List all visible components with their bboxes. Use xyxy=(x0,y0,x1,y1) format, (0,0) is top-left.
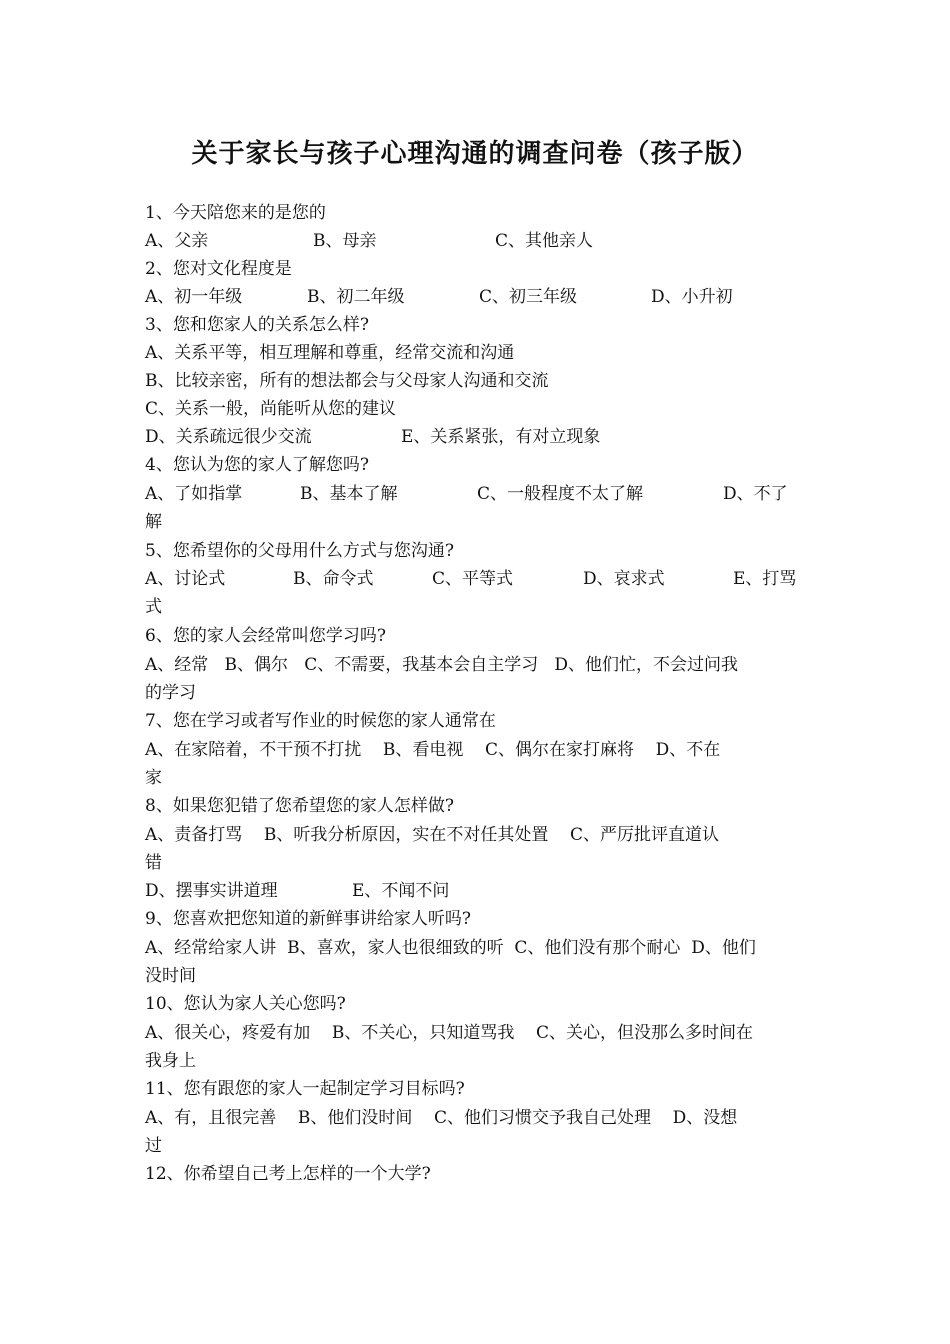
q5-option-c: C、平等式 xyxy=(432,569,514,589)
q4-option-d: D、不了 xyxy=(723,484,788,504)
question-10: 10、您认为家人关心您吗? xyxy=(145,994,346,1014)
question-9-options-wrap: 没时间 xyxy=(145,966,196,986)
question-4: 4、您认为您的家人了解您吗? xyxy=(145,455,369,475)
question-6: 6、您的家人会经常叫您学习吗? xyxy=(145,626,386,646)
question-10-options-wrap: 我身上 xyxy=(145,1051,196,1071)
q1-option-b: B、母亲 xyxy=(313,231,377,251)
q4-option-c: C、一般程度不太了解 xyxy=(477,484,644,504)
question-11-options-wrap: 过 xyxy=(145,1136,162,1156)
q2-option-a: A、初一年级 xyxy=(145,287,243,307)
q2-option-d: D、小升初 xyxy=(651,287,733,307)
question-7: 7、您在学习或者写作业的时候您的家人通常在 xyxy=(145,711,496,731)
question-3: 3、您和您家人的关系怎么样? xyxy=(145,315,369,335)
q1-option-c: C、其他亲人 xyxy=(495,231,594,251)
q8-option-d: D、摆事实讲道理 xyxy=(145,881,278,901)
q3-option-a: A、关系平等，相互理解和尊重，经常交流和沟通 xyxy=(145,343,515,363)
question-8-options-wrap: 错 xyxy=(145,853,162,873)
question-10-options: A、很关心，疼爱有加 B、不关心，只知道骂我 C、关心，但没那么多时间在 xyxy=(145,1023,754,1043)
page-title: 关于家长与孩子心理沟通的调查问卷（孩子版） xyxy=(191,139,759,169)
question-8: 8、如果您犯错了您希望您的家人怎样做? xyxy=(145,796,454,816)
question-7-options-wrap: 家 xyxy=(145,768,162,788)
q3-option-d: D、关系疏远很少交流 xyxy=(145,427,312,447)
question-12: 12、你希望自己考上怎样的一个大学? xyxy=(145,1164,431,1184)
q2-option-c: C、初三年级 xyxy=(479,287,578,307)
q5-option-e-wrap: 式 xyxy=(145,597,162,617)
q1-option-a: A、父亲 xyxy=(145,231,209,251)
question-9: 9、您喜欢把您知道的新鲜事讲给家人听吗? xyxy=(145,909,471,929)
q8-option-e: E、不闻不问 xyxy=(352,881,450,901)
q2-option-b: B、初二年级 xyxy=(307,287,405,307)
q4-option-b: B、基本了解 xyxy=(300,484,398,504)
q5-option-d: D、哀求式 xyxy=(583,569,665,589)
question-11-options: A、有，且很完善 B、他们没时间 C、他们习惯交予我自己处理 D、没想 xyxy=(145,1108,738,1128)
q3-option-b: B、比较亲密，所有的想法都会与父母家人沟通和交流 xyxy=(145,371,549,391)
question-6-options: A、经常 B、偶尔 C、不需要，我基本会自主学习 D、他们忙，不会过问我 xyxy=(145,655,739,675)
question-5: 5、您希望你的父母用什么方式与您沟通? xyxy=(145,541,454,561)
question-2: 2、您对文化程度是 xyxy=(145,259,292,279)
question-11: 11、您有跟您的家人一起制定学习目标吗? xyxy=(145,1079,465,1099)
question-6-options-wrap: 的学习 xyxy=(145,683,196,703)
q4-option-d-wrap: 解 xyxy=(145,512,162,532)
q5-option-e: E、打骂 xyxy=(733,569,797,589)
q5-option-a: A、讨论式 xyxy=(145,569,226,589)
question-9-options: A、经常给家人讲 B、喜欢，家人也很细致的听 C、他们没有那个耐心 D、他们 xyxy=(145,938,756,958)
q5-option-b: B、命令式 xyxy=(293,569,374,589)
question-1: 1、今天陪您来的是您的 xyxy=(145,203,326,223)
q4-option-a: A、了如指掌 xyxy=(145,484,243,504)
question-8-options: A、责备打骂 B、听我分析原因，实在不对任其处置 C、严厉批评直道认 xyxy=(145,825,720,845)
question-7-options: A、在家陪着，不干预不打扰 B、看电视 C、偶尔在家打麻将 D、不在 xyxy=(145,740,721,760)
q3-option-e: E、关系紧张，有对立现象 xyxy=(401,427,601,447)
q3-option-c: C、关系一般，尚能听从您的建议 xyxy=(145,399,397,419)
